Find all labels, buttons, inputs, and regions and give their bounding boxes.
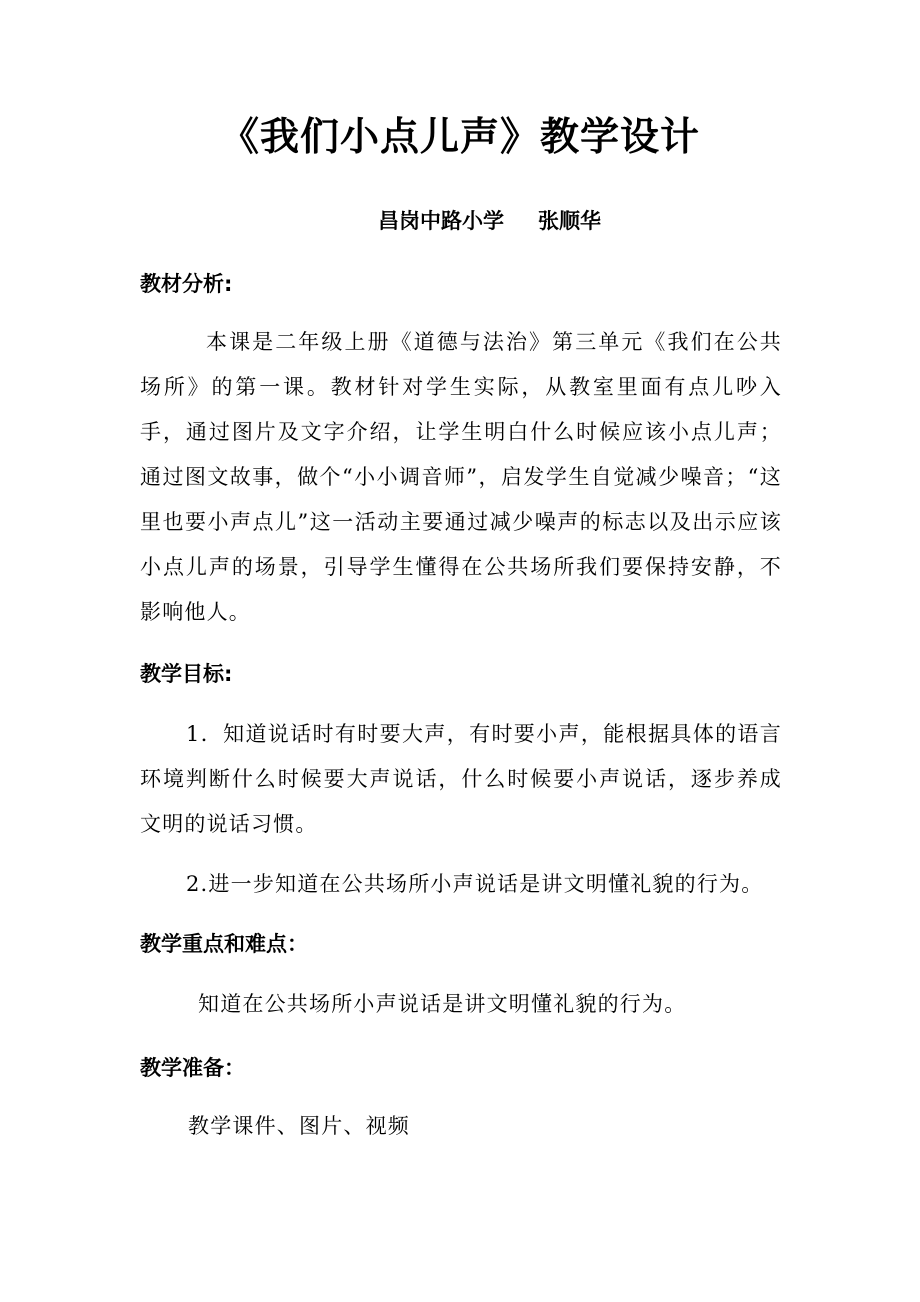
analysis-paragraph: 本课是二年级上册《道德与法治》第三单元《我们在公共场所》的第一课。教材针对学生实际，从教室里面有点儿吵入手，通过图片及文字介绍，让学生明白什么时候应该小点儿声；通过图文故事，做个“小小调音师”，启发学生自觉减少噪音；“这里也要小声点儿”这一活动主要通过减少噪声的标志以及出示应该小点儿声的场景，引导学生懂得在公共场所我们要保持安静，不影响他人。 [140,330,782,624]
section-heading-objectives: 教学目标: [140,662,233,686]
section-heading-preparation: 教学准备： [140,1056,245,1080]
objective-item-1: 1．知道说话时有时要大声，有时要小声，能根据具体的语言环境判断什么时候要大声说话，什么时候要小声说话，逐步养成文明的说话习惯。 [140,722,782,836]
byline [378,203,601,239]
preparation-paragraph: 教学课件、图片、视频 [188,1114,410,1138]
school-name: 昌岗中路小学 [378,209,504,233]
objective-item-2: 2.进一步知道在公共场所小声说话是讲文明懂礼貌的行为。 [186,872,764,896]
document-title: 《我们小点儿声》教学设计 [219,115,700,160]
author-name: 张顺华 [538,209,601,233]
key-points-paragraph: 知道在公共场所小声说话是讲文明懂礼貌的行为。 [198,992,687,1016]
section-heading-key-points: 教学重点和难点： [140,932,308,956]
section-heading-analysis: 教材分析: [140,272,233,296]
